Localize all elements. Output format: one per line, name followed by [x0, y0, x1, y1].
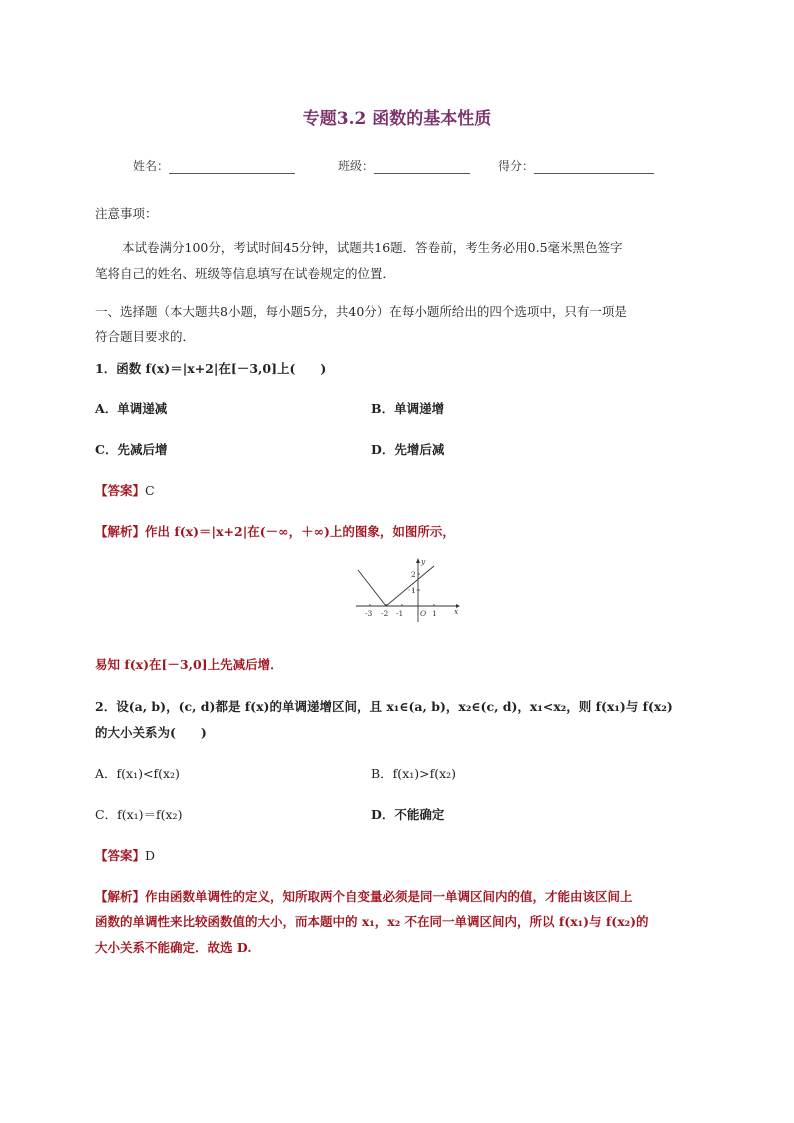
class-field [338, 157, 470, 174]
page-title: 专题3.2 函数的基本性质 [302, 109, 492, 129]
q1-conclusion: 易知 f(x)在[－3,0]上先减后增． [95, 657, 283, 672]
q1-analysis-tag: 【解析】 [95, 524, 146, 539]
q2-option-b: B．f(x₁)>f(x₂) [371, 766, 457, 781]
class-label: 班级： [338, 159, 375, 173]
origin-label: O [420, 609, 427, 618]
x-tick-label-1: 1 [432, 609, 437, 618]
class-blank[interactable] [374, 161, 470, 174]
name-label: 姓名： [133, 159, 170, 173]
x-tick-label-neg2: -2 [381, 609, 389, 618]
section-line-1: 一、选择题（本大题共8小题，每小题5分，共40分）在每小题所给出的四个选项中，只有一项是 [95, 304, 627, 319]
q1-answer [95, 480, 155, 499]
q1-analysis-text: 作出 f(x)＝|x+2|在(－∞，＋∞)上的图象，如图所示， [145, 524, 455, 539]
score-field [498, 157, 654, 174]
q2-answer-tag: 【答案】 [95, 848, 146, 863]
q2-answer [95, 845, 155, 864]
notice-heading: 注意事项： [95, 206, 158, 221]
section-line-2: 符合题目要求的． [95, 329, 196, 344]
q2-option-a: A．f(x₁)<f(x₂) [95, 766, 180, 781]
x-tick-label-neg3: -3 [365, 609, 373, 618]
q1-option-a: A．单调递减 [95, 401, 168, 416]
q2-stem-line-1: 2．设(a, b)，(c, d)都是 f(x)的单调递增区间，且 x₁∈(a, b)，x₂∈(c, d)，x₁<x₂，则 f(x₁)与 f(x₂) [95, 699, 673, 714]
q2-answer-value: D [145, 848, 156, 863]
x-axis-label: x [454, 607, 459, 616]
q2-analysis [95, 886, 633, 905]
q2-analysis-line-3: 大小关系不能确定．故选 D. [95, 940, 252, 955]
q1-option-d: D．先增后减 [371, 442, 445, 457]
q1-answer-value: C [145, 483, 155, 498]
q1-answer-tag: 【答案】 [95, 483, 146, 498]
q2-option-c: C．f(x₁)＝f(x₂) [95, 807, 183, 822]
y-axis-arrow [416, 558, 420, 563]
q1-stem: 1．函数 f(x)＝|x+2|在[－3,0]上( ) [95, 361, 327, 376]
q2-analysis-line-2: 函数的单调性来比较函数值的大小，而本题中的 x₁，x₂ 不在同一单调区间内，所以 f(x₁)与 f(x₂)的 [95, 914, 649, 929]
q1-option-c: C．先减后增 [95, 442, 168, 457]
name-blank[interactable] [169, 161, 295, 174]
notice-line-2: 笔将自己的姓名、班级等信息填写在试卷规定的位置． [95, 266, 396, 281]
q2-stem-line-2: 的大小关系为( ) [95, 725, 207, 740]
y-axis-label: y [421, 557, 426, 566]
y-tick-label-1: 1 [411, 586, 416, 595]
q1-graph [354, 556, 464, 624]
score-blank[interactable] [534, 161, 654, 174]
q2-analysis-tag: 【解析】 [95, 889, 146, 904]
x-tick-label-neg1: -1 [396, 609, 404, 618]
q1-analysis [95, 521, 455, 540]
function-curve [358, 566, 434, 606]
q2-option-d: D．不能确定 [371, 807, 445, 822]
score-label: 得分： [498, 159, 535, 173]
y-tick-label-2: 2 [411, 570, 416, 579]
notice-line-1: 本试卷满分100分，考试时间45分钟，试题共16题．答卷前，考生务必用0.5毫米黑色签字 [122, 240, 623, 255]
q1-option-b: B．单调递增 [371, 401, 445, 416]
name-field [133, 157, 295, 174]
q2-analysis-line-1: 作由函数单调性的定义，知所取两个自变量必须是同一单调区间内的值，才能由该区间上 [145, 889, 633, 904]
